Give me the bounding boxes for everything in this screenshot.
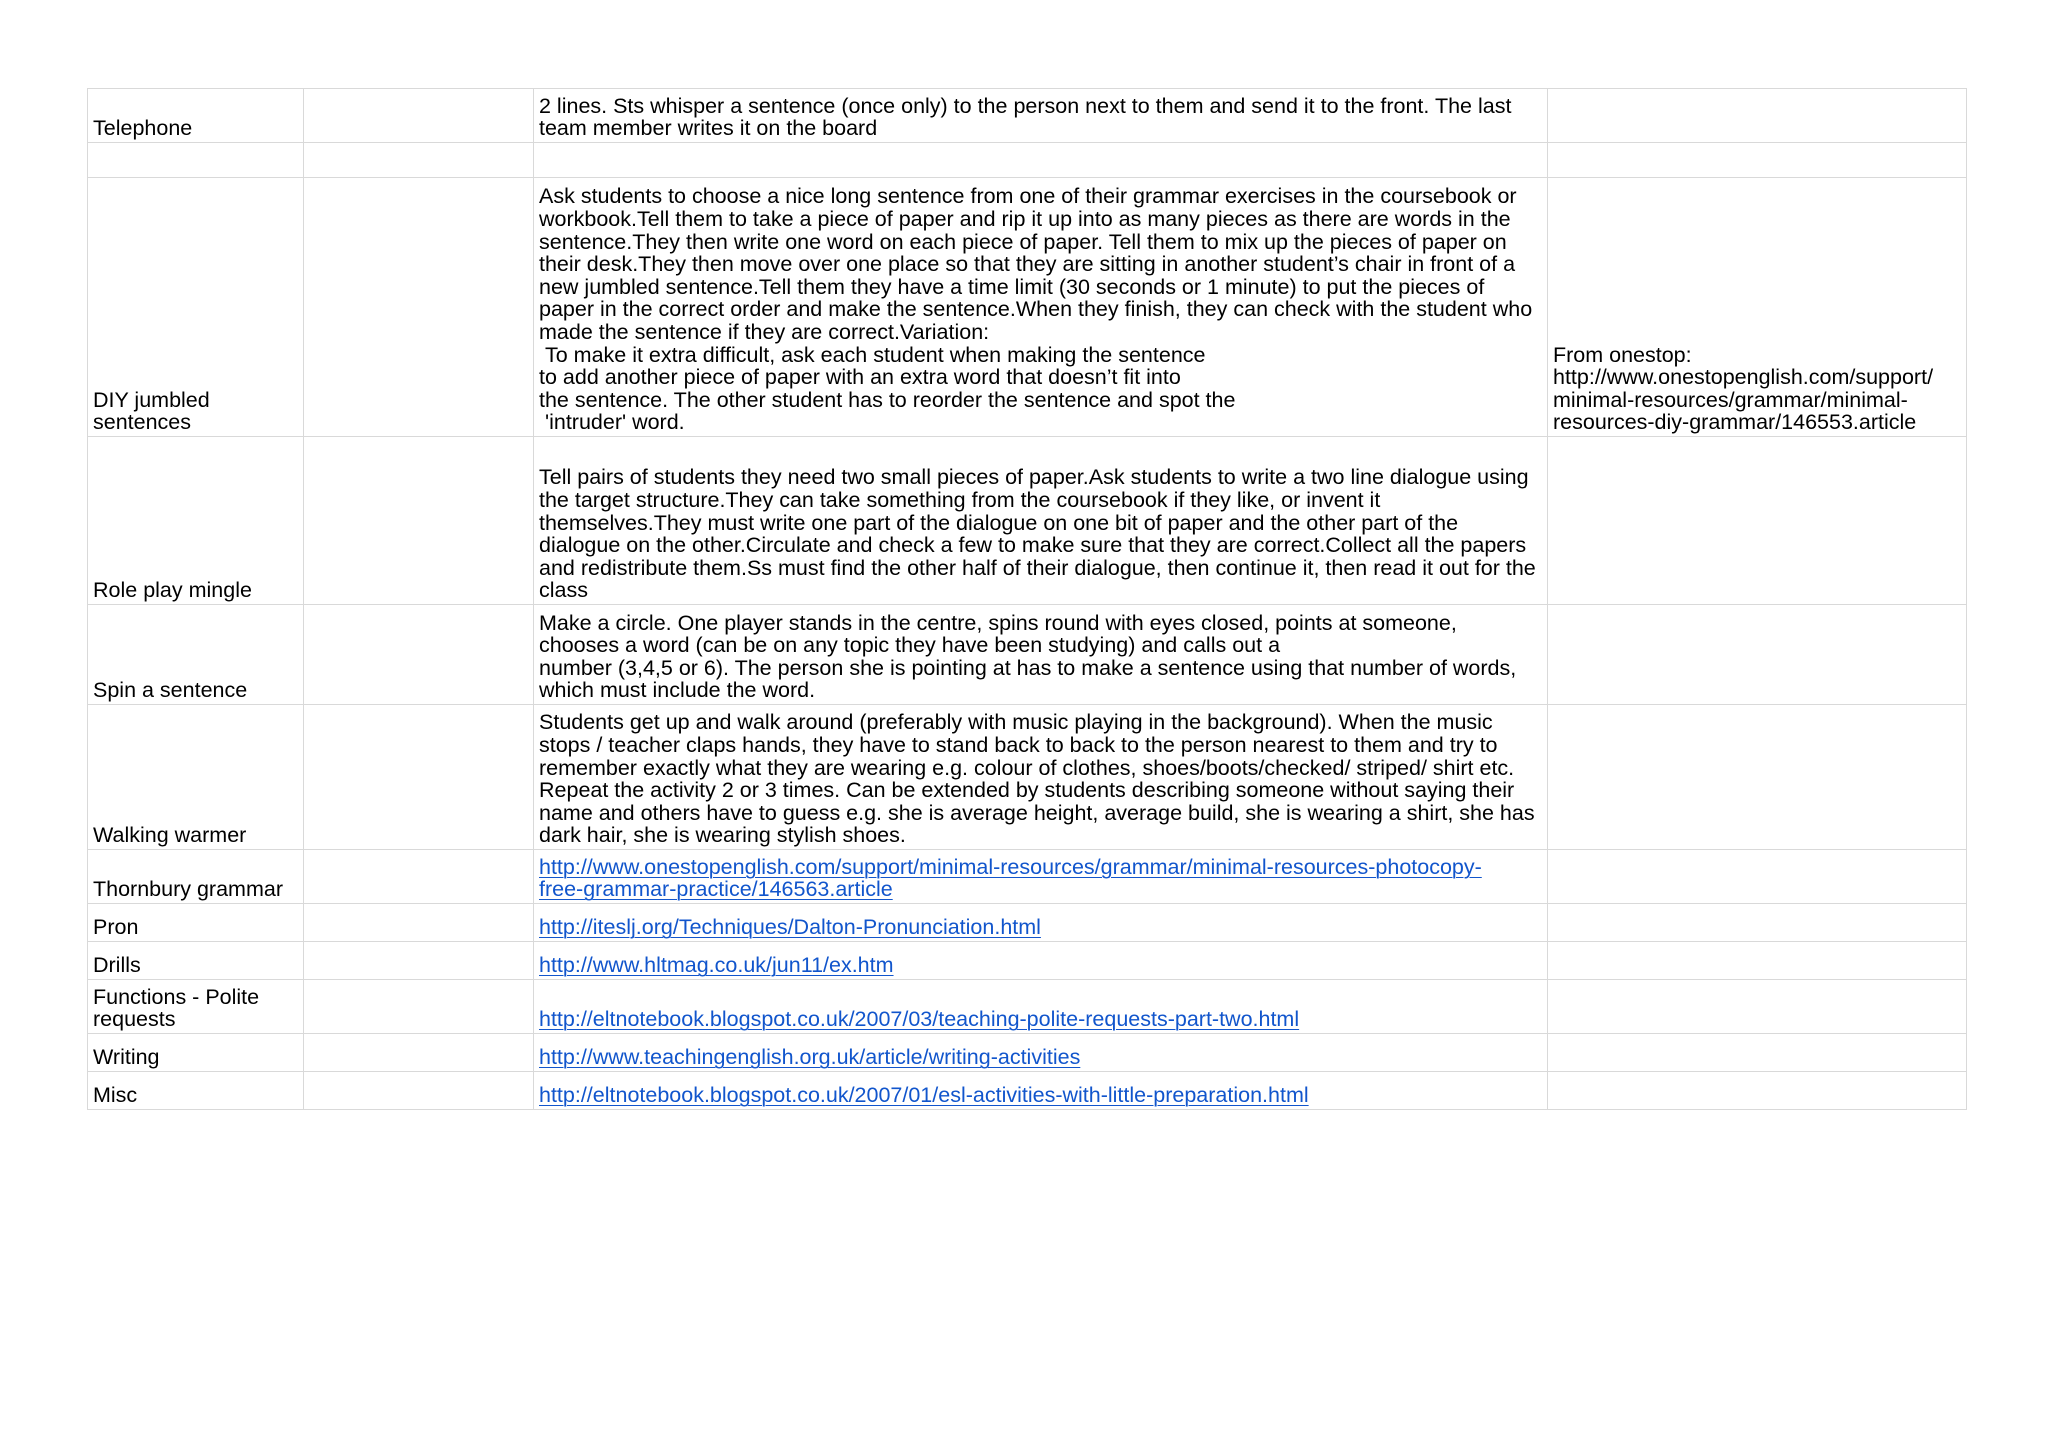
activity-name: Thornbury grammar xyxy=(88,850,304,904)
resource-link[interactable]: http://eltnotebook.blogspot.co.uk/2007/03/teaching-polite-requests-part-two.html xyxy=(539,1007,1300,1032)
empty-cell xyxy=(304,1034,534,1072)
activity-name: Walking warmer xyxy=(88,705,304,850)
activity-source xyxy=(1548,850,1967,904)
table-row xyxy=(88,980,1967,1034)
empty-cell xyxy=(304,980,534,1034)
resource-link[interactable]: http://www.onestopenglish.com/support/minimal-resources/grammar/minimal-resources-photocopy- free-grammar-practice/146563.article xyxy=(539,854,1482,902)
table-row xyxy=(88,705,1967,850)
activity-source xyxy=(1548,437,1967,605)
link-cell xyxy=(534,942,1548,980)
activity-source xyxy=(1548,1072,1967,1110)
activity-name: Role play mingle xyxy=(88,437,304,605)
activity-source xyxy=(1548,705,1967,850)
activity-description: Ask students to choose a nice long sentence from one of their grammar exercises in the coursebook or workbook.Tell them to take a piece of paper and rip it up into as many pieces as there are words in the sentence.They then write one word on each piece of paper. Tell them to mix up the pieces of paper on their desk.They then move over one place so that they are sitting in another student’s chair in front of a new jumbled sentence.Tell them they have a time limit (30 seconds or 1 minute) to put the pieces of paper in the correct order and make the sentence.When they finish, they can check with the student who made the sentence if they are correct.Variation: To make it extra difficult, ask each student when making the sentence to add another piece of paper with an extra word that doesn’t fit into the sentence. The other student has to reorder the sentence and spot the 'intruder' word. xyxy=(534,178,1548,437)
activity-name: Writing xyxy=(88,1034,304,1072)
resource-link[interactable]: http://www.teachingenglish.org.uk/article/writing-activities xyxy=(539,1045,1081,1070)
empty-cell xyxy=(304,705,534,850)
activity-source xyxy=(1548,605,1967,705)
link-cell xyxy=(534,904,1548,942)
table-row xyxy=(88,89,1967,143)
link-cell xyxy=(534,1072,1548,1110)
table-row xyxy=(88,1072,1967,1110)
table-row xyxy=(88,143,1967,178)
empty-cell xyxy=(304,942,534,980)
activity-name: Drills xyxy=(88,942,304,980)
activity-source xyxy=(1548,980,1967,1034)
activity-description: Students get up and walk around (preferably with music playing in the background). When the music stops / teacher claps hands, they have to stand back to back to the person nearest to them and try to remember exactly what they are wearing e.g. colour of clothes, shoes/boots/checked/ striped/ shirt etc. Repeat the activity 2 or 3 times. Can be extended by students describing someone without saying their name and others have to guess e.g. she is average height, average build, she is wearing a shirt, she has dark hair, she is wearing stylish shoes. xyxy=(534,705,1548,850)
table-row xyxy=(88,1034,1967,1072)
empty-cell xyxy=(304,89,534,143)
activities-table xyxy=(87,88,1967,1110)
table-row xyxy=(88,178,1967,437)
activity-source: From onestop: http://www.onestopenglish.com/support/ minimal-resources/grammar/minimal- resources-diy-grammar/146553.article xyxy=(1548,178,1967,437)
activity-source xyxy=(1548,89,1967,143)
link-cell xyxy=(534,980,1548,1034)
table-row xyxy=(88,850,1967,904)
empty-cell xyxy=(304,178,534,437)
activity-description: Tell pairs of students they need two small pieces of paper.Ask students to write a two line dialogue using the target structure.They can take something from the coursebook if they like, or invent it themselves.They must write one part of the dialogue on one bit of paper and the other part of the dialogue on the other.Circulate and check a few to make sure that they are correct.Collect all the papers and redistribute them.Ss must find the other half of their dialogue, then continue it, then read it out for the class xyxy=(534,437,1548,605)
empty-cell xyxy=(304,605,534,705)
activity-source xyxy=(1548,942,1967,980)
link-cell xyxy=(534,1034,1548,1072)
activity-source xyxy=(1548,1034,1967,1072)
empty-cell xyxy=(304,1072,534,1110)
activity-name: DIY jumbled sentences xyxy=(88,178,304,437)
activity-name: Spin a sentence xyxy=(88,605,304,705)
table-row xyxy=(88,605,1967,705)
table-row xyxy=(88,437,1967,605)
activity-name: Functions - Polite requests xyxy=(88,980,304,1034)
empty-cell xyxy=(304,437,534,605)
activity-description: Make a circle. One player stands in the centre, spins round with eyes closed, points at someone, chooses a word (can be on any topic they have been studying) and calls out a number (3,4,5 or 6). The person she is pointing at has to make a sentence using that number of words, which must include the word. xyxy=(534,605,1548,705)
empty-cell xyxy=(304,850,534,904)
table-row xyxy=(88,904,1967,942)
activity-name: Telephone xyxy=(88,89,304,143)
activity-description xyxy=(534,143,1548,178)
empty-cell xyxy=(304,904,534,942)
activity-source xyxy=(1548,143,1967,178)
link-cell xyxy=(534,850,1548,904)
empty-cell xyxy=(304,143,534,178)
table-row xyxy=(88,942,1967,980)
activity-source xyxy=(1548,904,1967,942)
activity-name xyxy=(88,143,304,178)
activity-name: Misc xyxy=(88,1072,304,1110)
resource-link[interactable]: http://iteslj.org/Techniques/Dalton-Pronunciation.html xyxy=(539,915,1041,940)
resource-link[interactable]: http://eltnotebook.blogspot.co.uk/2007/01/esl-activities-with-little-preparation.html xyxy=(539,1083,1309,1108)
resource-link[interactable]: http://www.hltmag.co.uk/jun11/ex.htm xyxy=(539,953,894,978)
activity-description: 2 lines. Sts whisper a sentence (once only) to the person next to them and send it to the front. The last team member writes it on the board xyxy=(534,89,1548,143)
activity-name: Pron xyxy=(88,904,304,942)
